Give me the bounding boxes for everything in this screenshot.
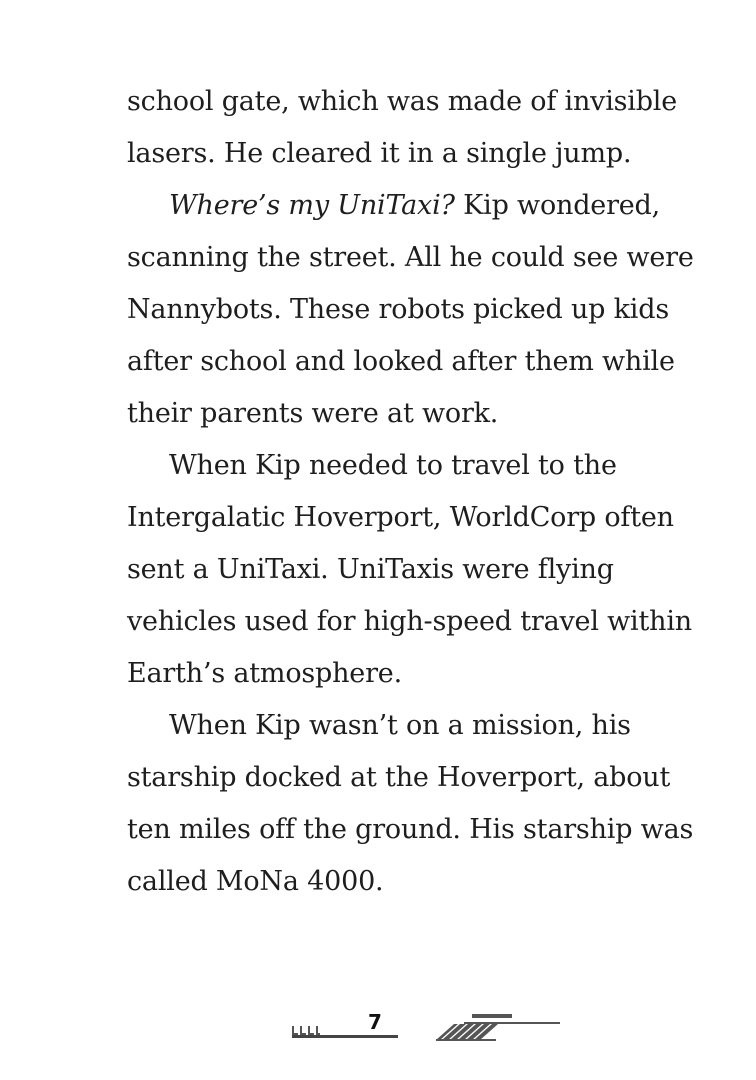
text-line (127, 700, 687, 752)
text-line (127, 440, 687, 492)
page-footer (0, 1000, 756, 1060)
italic-text: Where’s my UniTaxi? (169, 190, 455, 221)
text-line (127, 492, 687, 544)
text-line (127, 648, 687, 700)
text-segment: lasers. He cleared it in a single jump. (127, 138, 632, 169)
text-segment: sent a UniTaxi. UniTaxis were flying (127, 554, 614, 585)
text-line (127, 804, 694, 856)
text-segment: their parents were at work. (127, 398, 499, 429)
text-line (127, 128, 687, 180)
text-line (127, 388, 687, 440)
text-line (127, 856, 687, 908)
text-line (127, 544, 687, 596)
text-segment: When Kip needed to travel to the (169, 450, 617, 481)
text-segment: starship docked at the Hoverport, about (127, 762, 671, 793)
text-segment: scanning the street. All he could see were (127, 242, 694, 273)
text-segment: Intergalatic Hoverport, WorldCorp often (127, 502, 674, 533)
text-segment: after school and looked after them while (127, 346, 675, 377)
text-line (127, 752, 687, 804)
footer-speed-stripes-icon (436, 1012, 560, 1042)
text-segment: called MoNa 4000. (127, 866, 384, 897)
text-line (127, 596, 692, 648)
text-segment: vehicles used for high-speed travel within (127, 606, 692, 637)
text-segment: school gate, which was made of invisible (127, 86, 678, 117)
text-segment: When Kip wasn’t on a mission, his (169, 710, 631, 741)
body-text (127, 76, 694, 908)
text-segment: Nannybots. These robots picked up kids (127, 294, 669, 325)
footer-left-rule (292, 1035, 398, 1038)
text-segment: Earth’s atmosphere. (127, 658, 402, 689)
text-line (127, 284, 687, 336)
text-line (127, 180, 687, 232)
page-number: 7 (368, 1010, 382, 1034)
text-line (127, 76, 687, 128)
text-line (127, 336, 687, 388)
text-line (127, 232, 694, 284)
text-segment: Kip wondered, (454, 190, 661, 221)
text-segment: ten miles off the ground. His starship was (127, 814, 694, 845)
